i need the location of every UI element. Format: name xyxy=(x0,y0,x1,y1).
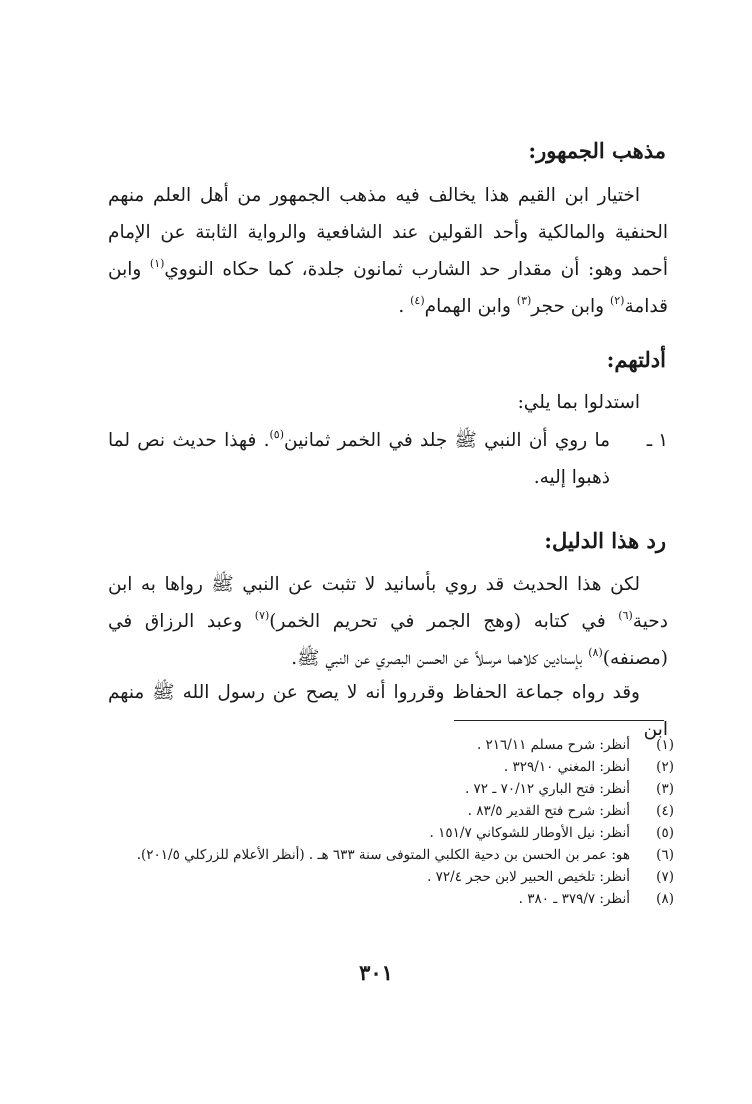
footnote-text: أنظر: تلخيص الحبير لابن حجر ٧٢/٤ . xyxy=(427,869,630,885)
text-run: . فهذا حديث نص لما ذهبوا إليه. xyxy=(108,430,610,488)
text-run: لكن هذا الحديث قد روي بأسانيد لا تثبت عن النبي ﷺ رواها به ابن دحية xyxy=(108,574,668,632)
footnote-item xyxy=(108,888,674,910)
text-run: اختيار ابن القيم هذا يخالف فيه مذهب الجمهور من أهل العلم منهم الحنفية والمالكية وأحد القولين عند الشافعية والرواية الثابتة عن الإمام أحمد وهو: أن مقدار حد الشارب ثمانون جلدة، كما حكاه النووي xyxy=(108,185,668,280)
footnote-ref-1[interactable]: (١) xyxy=(149,257,165,270)
footnote-text: هو: عمر بن الحسن بن دحية الكلبي المتوفى سنة ٦٣٣ هـ . (أنظر الأعلام للزركلي ٢٠١/٥). xyxy=(136,847,630,863)
footnote-number: (٥) xyxy=(656,825,674,841)
item-number: ١ ـ xyxy=(646,430,668,451)
footnote-number: (٣) xyxy=(656,781,674,797)
majority-paragraph xyxy=(108,177,668,325)
footnote-number: (٤) xyxy=(656,803,674,819)
footnote-number: (٢) xyxy=(656,759,674,775)
footnote-text: أنظر: نيل الأوطار للشوكاني ١٥١/٧ . xyxy=(429,825,630,841)
text-run: وابن الهمام xyxy=(424,296,517,317)
text-run: بإسنادين كلاهما مرسلاً عن الحسن البصري عن النبي ﷺ. xyxy=(291,648,589,669)
footnotes xyxy=(108,734,674,910)
footnote-text: أنظر: المغني ٣٢٩/١٠ . xyxy=(503,759,630,775)
text-run: وعبد الرزاق في (مصنفه) xyxy=(108,611,668,669)
section-heading-rebuttal: رد هذا الدليل: xyxy=(544,528,666,553)
evidence-item-body xyxy=(108,422,610,496)
footnote-ref-6[interactable]: (٦) xyxy=(618,609,633,622)
evidence-intro-text: استدلوا بما يلي: xyxy=(517,392,640,413)
rebuttal-paragraph-1 xyxy=(108,566,668,677)
section-heading-evidence: أدلتهم: xyxy=(606,347,666,372)
section-heading-majority: مذهب الجمهور: xyxy=(528,138,666,163)
footnote-item xyxy=(108,756,674,778)
footnote-item xyxy=(108,734,674,756)
page-number: ٣٠١ xyxy=(359,960,393,985)
text-run: في كتابه (وهج الجمر في تحريم الخمر) xyxy=(269,611,619,632)
footnote-text: أنظر: ٣٧٩/٧ ـ ٣٨٠ . xyxy=(518,891,630,907)
footnote-item xyxy=(108,866,674,888)
footnote-ref-3[interactable]: (٣) xyxy=(516,294,532,307)
footnote-ref-5[interactable]: (٥) xyxy=(269,428,284,441)
footnote-item xyxy=(108,800,674,822)
text-run: وابن قدامة xyxy=(108,259,668,317)
evidence-item-1 xyxy=(108,422,668,496)
footnote-number: (٦) xyxy=(656,847,674,863)
footnote-separator xyxy=(454,720,664,721)
footnote-ref-2[interactable]: (٢) xyxy=(609,294,625,307)
footnote-number: (٧) xyxy=(656,869,674,885)
footnote-item xyxy=(108,844,674,866)
footnote-ref-4[interactable]: (٤) xyxy=(410,294,425,307)
footnote-number: (١) xyxy=(656,737,674,753)
footnote-ref-7[interactable]: (٧) xyxy=(254,609,270,622)
footnote-number: (٨) xyxy=(656,891,674,907)
text-run: . xyxy=(398,296,411,317)
footnote-text: أنظر: شرح مسلم ٢١٦/١١ . xyxy=(476,737,630,753)
footnote-text: أنظر: فتح الباري ٧٠/١٢ ـ ٧٢ . xyxy=(464,781,630,797)
rebuttal-paragraph-2-text: وقد رواه جماعة الحفاظ وقرروا أنه لا يصح عن رسول الله ﷺ منهم ابن xyxy=(108,682,668,740)
text-run: ما روي أن النبي ﷺ جلد في الخمر ثمانين xyxy=(283,430,610,451)
footnote-ref-8[interactable]: (٨) xyxy=(588,646,603,659)
footnote-item xyxy=(108,778,674,800)
text-run: وابن حجر xyxy=(531,296,610,317)
evidence-intro xyxy=(108,384,668,421)
footnote-item xyxy=(108,822,674,844)
footnote-text: أنظر: شرح فتح القدير ٨٣/٥ . xyxy=(467,803,630,819)
